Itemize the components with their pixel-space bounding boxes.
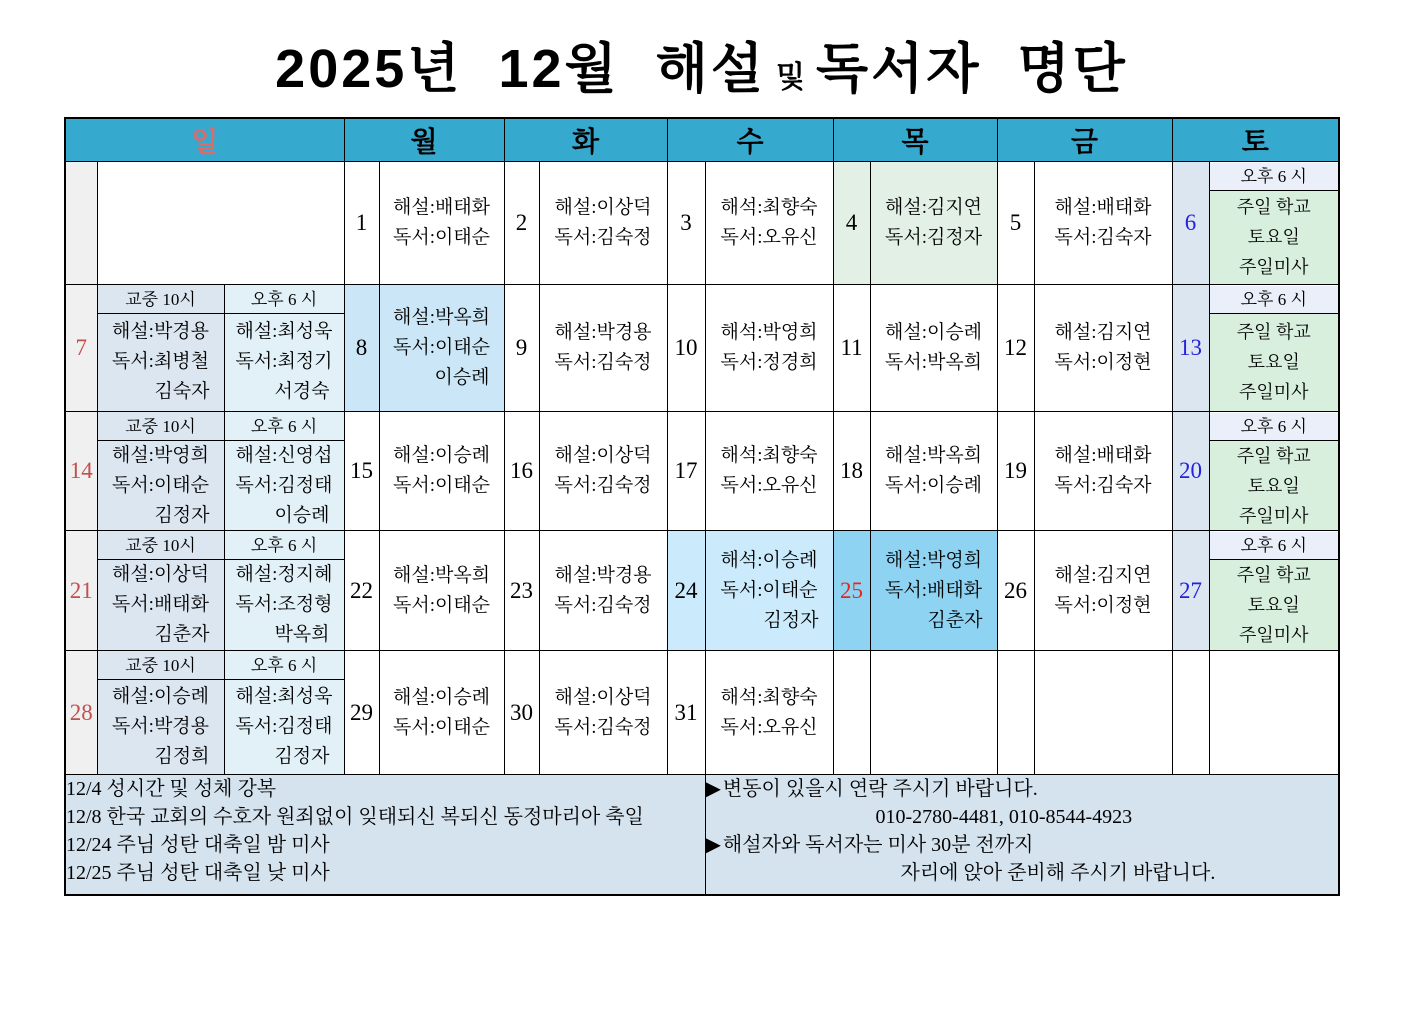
day-content-cell (379, 531, 504, 651)
assignment-line: 독서:오유신 (720, 227, 818, 248)
day-number: 4 (845, 210, 858, 235)
day-number: 31 (674, 699, 698, 725)
assignment-line: 해설:이상덕 (554, 686, 652, 708)
mass-assignments (706, 683, 833, 743)
mass-assignments (380, 303, 504, 393)
day-number: 8 (355, 335, 368, 360)
calendar-week-row (65, 162, 1339, 285)
assignment-line: 독서:김숙자 (1054, 227, 1152, 248)
assignment-line: 해설:김지연 (884, 197, 983, 218)
day-content-cell (1034, 285, 1172, 412)
day-number: 18 (840, 458, 864, 483)
calendar-week-row (65, 412, 1339, 531)
day-content-cell (705, 651, 833, 775)
day-number: 12 (1004, 335, 1028, 360)
note-line (706, 831, 1339, 859)
mass-assignments (871, 441, 997, 501)
day-content-cell (379, 285, 504, 412)
day-number: 17 (674, 458, 698, 483)
title-main-1: 2025년 12월 해설 (275, 39, 767, 99)
note-line: 주일미사 (1238, 505, 1309, 526)
mass-block (98, 652, 224, 774)
sunday-number-cell (65, 651, 97, 775)
assignment-line: 해설:이승례 (392, 686, 491, 708)
day-number: 25 (840, 577, 864, 603)
assignment-line: 독서:김정태 (235, 715, 333, 737)
note-line: 주일 학교 (1236, 445, 1311, 466)
sunday-number-cell (65, 412, 97, 531)
day-number-cell (997, 412, 1034, 531)
saturday-content-cell (1209, 162, 1339, 285)
mass-assignments (1035, 193, 1172, 253)
day-content-cell (1034, 531, 1172, 651)
day-content-cell (705, 285, 833, 412)
assignment-line: 독서:이태순 (392, 337, 491, 358)
day-number: 15 (350, 458, 374, 483)
day-number: 2 (515, 210, 528, 235)
note-line: 토요일 (1247, 227, 1300, 247)
assignment-line: 해설:최성욱 (235, 321, 333, 342)
header-saturday (1172, 118, 1339, 162)
assignment-line: 김정자 (763, 609, 819, 631)
assignment-line: 해설:이상덕 (554, 197, 652, 218)
saturday-number-cell (1172, 162, 1209, 285)
note-text: 해설자와 독서자는 미사 30분 전까지 (722, 834, 1034, 856)
header-sunday (65, 118, 344, 162)
note-line: 토요일 (1247, 475, 1300, 496)
day-number-cell (504, 285, 539, 412)
note-line: 12/8 한국 교회의 수호자 원죄없이 잊태되신 복되신 동정마리아 축일 (66, 806, 644, 828)
mass-time-label: 교중 10시 (98, 413, 224, 441)
assignment-line: 독서:김숙정 (554, 352, 652, 373)
assignment-line: 해설:박옥희 (392, 564, 491, 586)
sunday-school-mass-note (1210, 191, 1339, 284)
day-number-cell (667, 285, 705, 412)
calendar-week-row (65, 285, 1339, 412)
sunday-morning-cell (97, 531, 224, 651)
day-content-cell (539, 412, 667, 531)
mass-block (1210, 286, 1339, 411)
mass-assignments (540, 441, 667, 501)
sunday-school-mass-note (1210, 314, 1339, 411)
mass-assignments (540, 193, 667, 253)
assignment-line: 해설:이승례 (884, 322, 983, 343)
header-monday (344, 118, 504, 162)
day-number-cell (504, 412, 539, 531)
sunday-number-cell (65, 531, 97, 651)
day-number-cell (667, 412, 705, 531)
mass-assignments (98, 680, 224, 774)
day-number-cell (833, 285, 870, 412)
weekday-header-row (65, 118, 1339, 162)
day-number-cell (997, 651, 1034, 775)
mass-assignments (225, 441, 344, 531)
day-number-cell (344, 531, 379, 651)
day-number: 11 (840, 335, 863, 360)
mass-block (98, 532, 224, 650)
assignment-line: 김춘자 (927, 609, 983, 631)
assignment-line: 독서:이승례 (884, 475, 983, 496)
assignment-line: 김정희 (154, 745, 210, 767)
assignment-line: 독서:이태순 (111, 474, 210, 496)
calendar-week-row (65, 651, 1339, 775)
sunday-school-mass-note (1210, 560, 1339, 650)
sunday-day-number: 14 (69, 458, 93, 483)
mass-time-label: 오후 6 시 (1210, 286, 1339, 314)
assignment-line: 김정자 (274, 745, 330, 767)
day-number-cell (344, 651, 379, 775)
mass-assignments (1035, 441, 1172, 501)
mass-assignments (706, 546, 833, 636)
day-content-cell (705, 412, 833, 531)
mass-block (225, 652, 344, 774)
day-number: 1 (355, 210, 368, 235)
saturday-content-cell (1209, 651, 1339, 775)
assignment-line: 독서:김숙정 (554, 227, 652, 248)
header-label: 목 (901, 126, 929, 157)
sunday-school-mass-note (1210, 441, 1339, 531)
assignment-line: 해설:신영섭 (235, 444, 333, 466)
assignment-line: 해설:박경용 (111, 321, 210, 342)
assignment-line: 해석:최향숙 (720, 197, 818, 218)
day-number-cell (504, 651, 539, 775)
day-number-cell (667, 531, 705, 651)
day-content-cell (1034, 162, 1172, 285)
saturday-day-number: 27 (1179, 577, 1203, 603)
assignment-line: 독서:김숙자 (1054, 475, 1152, 496)
day-content-cell (379, 412, 504, 531)
mass-assignments (225, 680, 344, 774)
assignment-line: 해설:박경용 (554, 322, 652, 343)
mass-time-label: 오후 6 시 (1210, 163, 1339, 191)
assignment-line: 독서:정경희 (720, 352, 818, 373)
day-number-cell (667, 651, 705, 775)
header-label: 수 (736, 126, 764, 157)
sunday-day-number: 7 (75, 335, 87, 360)
note-line: 주일 학교 (1236, 564, 1311, 585)
day-content-cell (870, 285, 997, 412)
day-content-cell (870, 651, 997, 775)
mass-time-label: 오후 6 시 (225, 286, 344, 314)
assignment-line: 해석:최향숙 (720, 445, 818, 466)
mass-time-label: 교중 10시 (98, 286, 224, 314)
mass-block (1210, 163, 1339, 284)
arrow-marker-icon: ▶ (705, 778, 721, 800)
day-number-cell (504, 162, 539, 285)
mass-block (1210, 532, 1339, 650)
assignment-line: 해설:김지연 (1054, 564, 1152, 586)
day-number: 24 (674, 577, 698, 603)
assignment-line: 독서:이정현 (1054, 352, 1152, 373)
day-content-cell (870, 531, 997, 651)
day-content-cell (705, 531, 833, 651)
header-wednesday (667, 118, 833, 162)
mass-block (225, 286, 344, 411)
day-number-cell (344, 412, 379, 531)
assignment-line: 독서:배태화 (111, 593, 210, 615)
mass-assignments (871, 318, 997, 378)
assignment-line: 독서:이태순 (392, 227, 491, 248)
assignment-line: 독서:이태순 (392, 475, 491, 496)
day-number: 10 (674, 335, 698, 360)
day-number-cell (344, 285, 379, 412)
day-content-cell (539, 651, 667, 775)
day-content-cell (705, 162, 833, 285)
mass-time-label: 교중 10시 (98, 652, 224, 680)
note-text: 변동이 있을시 연락 주시기 바랍니다. (722, 778, 1038, 800)
page-title (0, 26, 1403, 103)
day-number-cell (833, 531, 870, 651)
mass-assignments (706, 318, 833, 378)
assignment-line: 해설:배태화 (392, 197, 491, 218)
assignment-line: 독서:김숙정 (554, 594, 652, 616)
assignment-line: 해설:최성욱 (235, 685, 333, 707)
saturday-number-cell (1172, 285, 1209, 412)
header-label: 월 (410, 126, 438, 157)
mass-assignments (380, 561, 504, 621)
assignment-line: 해설:배태화 (1054, 445, 1152, 466)
day-number-cell (833, 162, 870, 285)
day-content-cell (379, 651, 504, 775)
day-number-cell (997, 162, 1034, 285)
day-content-cell (539, 162, 667, 285)
mass-assignments (871, 546, 997, 636)
mass-block (98, 286, 224, 411)
sunday-evening-cell (224, 651, 344, 775)
note-line: 12/4 성시간 및 성체 강복 (66, 778, 277, 800)
notes-left-cell (65, 775, 705, 895)
note-line: 토요일 (1247, 352, 1300, 372)
mass-assignments (540, 561, 667, 621)
day-number: 30 (510, 699, 534, 725)
day-number: 23 (510, 577, 534, 603)
mass-assignments (98, 314, 224, 411)
notes-section (65, 775, 1339, 895)
assignment-line: 해설:박경용 (554, 564, 652, 586)
day-number-cell (997, 285, 1034, 412)
note-line: 토요일 (1247, 594, 1300, 615)
assignment-line: 독서:이태순 (392, 594, 491, 616)
sunday-evening-cell (224, 412, 344, 531)
phone-numbers: 010-2780-4481, 010-8544-4923 (875, 806, 1133, 828)
mass-assignments (98, 441, 224, 531)
day-content-cell (539, 531, 667, 651)
assignment-line: 독서:최병철 (111, 351, 210, 372)
saturday-day-number: 20 (1179, 458, 1203, 483)
saturday-content-cell (1209, 531, 1339, 651)
saturday-number-cell (1172, 412, 1209, 531)
saturday-content-cell (1209, 285, 1339, 412)
day-content-cell (870, 412, 997, 531)
assignment-line: 해설:박옥희 (392, 307, 491, 328)
assignment-line: 독서:김숙정 (554, 716, 652, 738)
assignment-line: 독서:조정형 (235, 593, 333, 615)
day-number: 26 (1004, 577, 1028, 603)
assignment-line: 독서:박옥희 (884, 352, 983, 373)
assignment-line: 서경숙 (274, 381, 330, 402)
notes-right-cell (705, 775, 1339, 895)
sunday-morning-cell (97, 412, 224, 531)
assignment-line: 박옥희 (274, 623, 330, 645)
header-label: 화 (571, 126, 600, 157)
assignment-line: 독서:오유신 (720, 716, 818, 738)
mass-time-label: 오후 6 시 (1210, 532, 1339, 560)
note-line: 주일미사 (1238, 382, 1309, 402)
note-line: 주일미사 (1238, 257, 1309, 277)
mass-assignments (706, 441, 833, 501)
day-content-cell (1034, 651, 1172, 775)
day-number: 22 (350, 577, 374, 603)
mass-assignments (871, 193, 997, 253)
day-content-cell (1034, 412, 1172, 531)
mass-assignments (380, 441, 504, 501)
day-content-cell (379, 162, 504, 285)
sunday-empty-cell (97, 162, 344, 285)
title-conjunction: 및 (776, 61, 806, 94)
day-content-cell (870, 162, 997, 285)
mass-assignments (380, 683, 504, 743)
mass-block (98, 413, 224, 530)
sunday-morning-cell (97, 651, 224, 775)
assignment-line: 독서:김정태 (235, 474, 333, 496)
note-line: 주일 학교 (1236, 197, 1311, 217)
note-line-phone (706, 803, 1339, 831)
day-number-cell (667, 162, 705, 285)
assignment-line: 김춘자 (154, 623, 210, 645)
mass-assignments (1035, 318, 1172, 378)
day-number: 9 (515, 335, 528, 360)
mass-assignments (98, 560, 224, 650)
mass-assignments (225, 314, 344, 411)
mass-block (1210, 413, 1339, 530)
assignment-line: 해설:이상덕 (111, 563, 210, 585)
day-number-cell (504, 531, 539, 651)
header-label: 일 (191, 126, 219, 157)
assignment-line: 해설:김지연 (1054, 322, 1152, 343)
note-line: 12/25 주님 성탄 대축일 낮 미사 (66, 862, 330, 884)
saturday-content-cell (1209, 412, 1339, 531)
assignment-line: 독서:이태순 (392, 716, 491, 738)
assignment-line: 해설:배태화 (1054, 197, 1152, 218)
assignment-line: 해설:이승례 (392, 445, 491, 466)
day-number-cell (833, 651, 870, 775)
assignment-line: 해석:최향숙 (720, 686, 818, 708)
note-text: 자리에 앉아 준비해 주시기 바랍니다. (900, 862, 1216, 884)
sunday-morning-cell (97, 285, 224, 412)
mass-assignments (540, 683, 667, 743)
assignment-line: 독서:오유신 (720, 475, 818, 496)
note-line (706, 775, 1339, 803)
note-line: 12/24 주님 성탄 대축일 밤 미사 (66, 834, 330, 856)
assignment-line: 독서:이정현 (1054, 594, 1152, 616)
header-friday (997, 118, 1172, 162)
day-number-cell (997, 531, 1034, 651)
mass-time-label: 오후 6 시 (225, 532, 344, 560)
assignment-line: 독서:이태순 (720, 579, 818, 601)
mass-block (225, 413, 344, 530)
sunday-day-number: 21 (69, 577, 93, 603)
header-thursday (833, 118, 997, 162)
day-number: 29 (350, 699, 374, 725)
mass-assignments (706, 193, 833, 253)
assignment-line: 김숙자 (154, 381, 210, 402)
assignment-line: 독서:박경용 (111, 715, 210, 737)
saturday-number-cell (1172, 651, 1209, 775)
mass-assignments (1035, 561, 1172, 621)
saturday-day-number: 6 (1184, 210, 1197, 235)
calendar-week-row (65, 531, 1339, 651)
header-label: 토 (1241, 126, 1269, 157)
header-tuesday (504, 118, 667, 162)
mass-block (225, 532, 344, 650)
mass-assignments (380, 193, 504, 253)
mass-time-label: 오후 6 시 (225, 413, 344, 441)
assignment-line: 독서:김숙정 (554, 475, 652, 496)
schedule-sheet (0, 26, 1403, 896)
day-number: 19 (1004, 458, 1028, 483)
saturday-day-number: 13 (1179, 335, 1203, 360)
assignment-line: 해석:이승례 (720, 549, 818, 571)
saturday-number-cell (1172, 531, 1209, 651)
assignment-line: 해설:이승례 (111, 685, 210, 707)
day-number-cell (344, 162, 379, 285)
schedule-table (64, 117, 1340, 896)
mass-time-label: 오후 6 시 (225, 652, 344, 680)
day-number: 3 (680, 210, 692, 235)
assignment-line: 해설:이상덕 (554, 445, 652, 466)
sunday-number-cell (65, 285, 97, 412)
sunday-evening-cell (224, 285, 344, 412)
assignment-line: 독서:최정기 (235, 351, 333, 372)
sunday-day-number: 28 (69, 699, 93, 725)
title-main-2: 독서자 명단 (816, 39, 1128, 99)
assignment-line: 해설:박영희 (111, 444, 210, 466)
day-number: 16 (510, 458, 534, 483)
assignment-line: 독서:김정자 (884, 227, 983, 248)
assignment-line: 해설:박영희 (884, 549, 983, 571)
sunday-evening-cell (224, 531, 344, 651)
header-label: 금 (1070, 126, 1099, 157)
day-number: 5 (1009, 210, 1022, 235)
note-line: 주일 학교 (1236, 322, 1311, 342)
mass-assignments (540, 318, 667, 378)
mass-assignments (225, 560, 344, 650)
assignment-line: 이승례 (274, 504, 330, 526)
note-line: 주일미사 (1238, 624, 1309, 645)
day-content-cell (539, 285, 667, 412)
notes-row (65, 775, 1339, 895)
note-line (706, 859, 1339, 887)
sunday-number-cell (65, 162, 97, 285)
assignment-line: 해석:박영희 (720, 322, 818, 343)
mass-time-label: 교중 10시 (98, 532, 224, 560)
assignment-line: 해설:정지혜 (235, 563, 333, 585)
mass-time-label: 오후 6 시 (1210, 413, 1339, 441)
day-number-cell (833, 412, 870, 531)
assignment-line: 김정자 (154, 504, 210, 526)
assignment-line: 독서:배태화 (884, 579, 983, 601)
arrow-marker-icon: ▶ (705, 834, 721, 856)
assignment-line: 이승례 (434, 367, 490, 388)
assignment-line: 해설:박옥희 (884, 445, 983, 466)
